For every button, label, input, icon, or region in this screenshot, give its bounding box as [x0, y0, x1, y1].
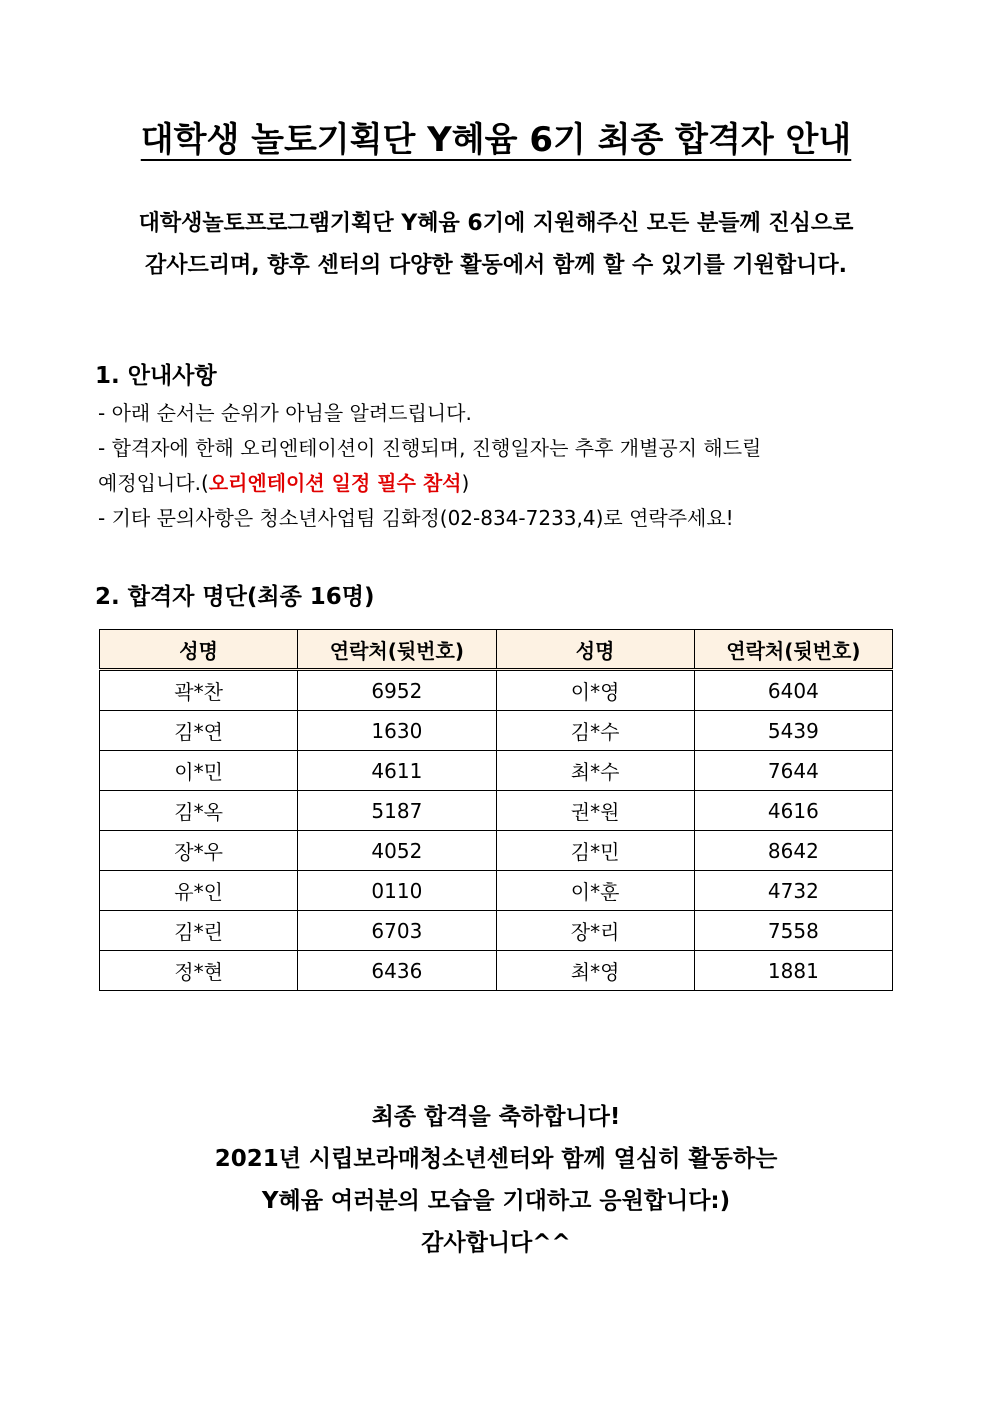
- table-row: [100, 831, 893, 871]
- column-header-name: 성명: [100, 630, 298, 670]
- contact-cell: 6404: [694, 670, 892, 711]
- name-cell: 김*옥: [100, 791, 298, 831]
- section-2-heading: 2. 합격자 명단(최종 16명): [95, 584, 375, 610]
- contact-cell: 7644: [694, 751, 892, 791]
- name-cell: 장*리: [496, 911, 694, 951]
- name-cell: 최*수: [496, 751, 694, 791]
- contact-cell: 4616: [694, 791, 892, 831]
- name-cell: 유*인: [100, 871, 298, 911]
- table-row: [100, 911, 893, 951]
- table-row: [100, 711, 893, 751]
- table-row: [100, 791, 893, 831]
- passer-list-table: [99, 629, 893, 991]
- contact-cell: 5187: [298, 791, 496, 831]
- name-cell: 김*연: [100, 711, 298, 751]
- name-cell: 김*린: [100, 911, 298, 951]
- contact-cell: 6952: [298, 670, 496, 711]
- intro-line-2: 감사드리며, 향후 센터의 다양한 활동에서 함께 할 수 있기를 기원합니다.: [145, 253, 847, 278]
- name-cell: 곽*찬: [100, 670, 298, 711]
- closing-line-4: 감사합니다^^: [421, 1230, 571, 1256]
- contact-cell: 6703: [298, 911, 496, 951]
- name-cell: 장*우: [100, 831, 298, 871]
- orientation-required-note: 오리엔테이션 일정 필수 참석: [208, 471, 462, 495]
- notice-item-1: - 아래 순서는 순위가 아님을 알려드립니다.: [98, 401, 472, 425]
- contact-cell: 4732: [694, 871, 892, 911]
- name-cell: 권*원: [496, 791, 694, 831]
- contact-cell: 1881: [694, 951, 892, 991]
- contact-cell: 4611: [298, 751, 496, 791]
- name-cell: 정*현: [100, 951, 298, 991]
- closing-message: [0, 1096, 992, 1264]
- closing-line-1: 최종 합격을 축하합니다!: [371, 1104, 621, 1130]
- contact-cell: 6436: [298, 951, 496, 991]
- table-row: [100, 670, 893, 711]
- name-cell: 최*영: [496, 951, 694, 991]
- intro-text: [0, 203, 992, 287]
- notice-item-2: - 합격자에 한해 오리엔테이션이 진행되며, 진행일자는 추후 개별공지 해드릴: [98, 436, 762, 460]
- name-cell: 이*민: [100, 751, 298, 791]
- contact-cell: 8642: [694, 831, 892, 871]
- notice-item-4: - 기타 문의사항은 청소년사업팀 김화정(02-834-7233,4)로 연락주세요!: [98, 506, 734, 530]
- name-cell: 이*영: [496, 670, 694, 711]
- notice-item-3: 예정입니다.(오리엔테이션 일정 필수 참석): [98, 471, 470, 495]
- intro-line-1: 대학생놀토프로그램기획단 Y혜윰 6기에 지원해주신 모든 분들께 진심으로: [138, 211, 854, 236]
- column-header-name: 성명: [496, 630, 694, 670]
- closing-line-2: 2021년 시립보라매청소년센터와 함께 열심히 활동하는: [214, 1146, 778, 1172]
- closing-line-3: Y혜윰 여러분의 모습을 기대하고 응원합니다:): [261, 1188, 731, 1214]
- contact-cell: 7558: [694, 911, 892, 951]
- table-row: [100, 951, 893, 991]
- table-row: [100, 871, 893, 911]
- document-title: 대학생 놀토기획단 Y혜윰 6기 최종 합격자 안내: [140, 120, 852, 160]
- contact-cell: 5439: [694, 711, 892, 751]
- column-header-contact: 연락처(뒷번호): [298, 630, 496, 670]
- table-row: [100, 751, 893, 791]
- name-cell: 김*수: [496, 711, 694, 751]
- column-header-contact: 연락처(뒷번호): [694, 630, 892, 670]
- contact-cell: 0110: [298, 871, 496, 911]
- table-header-row: [100, 630, 893, 670]
- name-cell: 김*민: [496, 831, 694, 871]
- section-1-heading: 1. 안내사항: [95, 363, 217, 389]
- name-cell: 이*훈: [496, 871, 694, 911]
- notice-list: [98, 396, 898, 536]
- contact-cell: 4052: [298, 831, 496, 871]
- contact-cell: 1630: [298, 711, 496, 751]
